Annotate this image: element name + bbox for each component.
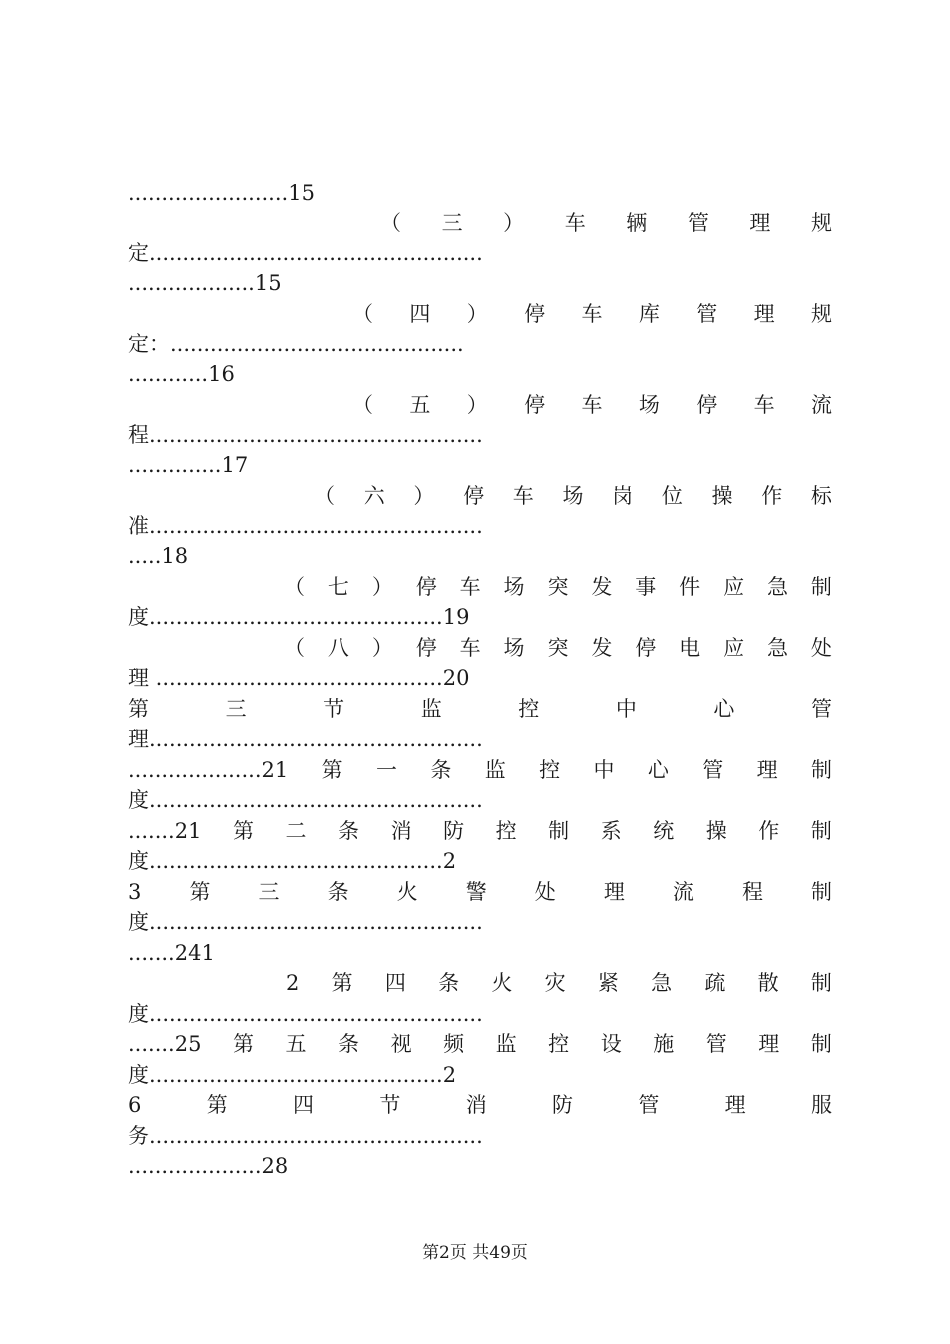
toc-line: 度.................................................. (128, 788, 483, 812)
toc-line: 准.................................................. (128, 514, 483, 538)
toc-line: 理 ...........................................20 (128, 666, 470, 690)
toc-line: 定.................................................. (128, 241, 483, 265)
toc-line: 度............................................2 (128, 1063, 457, 1087)
toc-line: ....................21 第 一 条 监 控 中 心 管 理 制 (128, 758, 832, 782)
page-footer: 第2页 共49页 (422, 1243, 528, 1263)
toc-line: ........................15 (128, 181, 315, 205)
toc-line: 程.................................................. (128, 423, 483, 447)
toc-line: 度.................................................. (128, 910, 483, 934)
toc-entry-heading: （ 六 ） 停 车 场 岗 位 操 作 标 (314, 484, 832, 508)
toc-line: .......241 (128, 941, 215, 965)
toc-section-heading: 6 第 四 节 消 防 管 理 服 (128, 1093, 832, 1117)
toc-line: 度.................................................. (128, 1002, 483, 1026)
toc-line: 务.................................................. (128, 1124, 483, 1148)
toc-line: 2 第 四 条 火 灾 紧 急 疏 散 制 (286, 971, 832, 995)
toc-line: ..............17 (128, 453, 249, 477)
toc-line: 度............................................2 (128, 849, 457, 873)
toc-line: 理.................................................. (128, 727, 483, 751)
toc-entry-heading: （ 三 ） 车 辆 管 理 规 (380, 211, 832, 235)
toc-line: .......25 第 五 条 视 频 监 控 设 施 管 理 制 (128, 1032, 832, 1056)
toc-entry-heading: （ 七 ） 停 车 场 突 发 事 件 应 急 制 (284, 575, 832, 599)
toc-line: 度............................................19 (128, 605, 470, 629)
toc-line: ............16 (128, 362, 235, 386)
toc-line: .......21 第 二 条 消 防 控 制 系 统 操 作 制 (128, 819, 832, 843)
toc-entry-heading: （ 四 ） 停 车 库 管 理 规 (352, 302, 832, 326)
toc-line: ...................15 (128, 271, 282, 295)
toc-section-heading: 第 三 节 监 控 中 心 管 (128, 697, 832, 721)
toc-entry-heading: （ 五 ） 停 车 场 停 车 流 (352, 393, 832, 417)
toc-line: 定：............................................ (128, 332, 464, 356)
toc-line: .....18 (128, 544, 189, 568)
toc-line: ....................28 (128, 1154, 289, 1178)
toc-entry-heading: （ 八 ） 停 车 场 突 发 停 电 应 急 处 (284, 636, 832, 660)
toc-line: 3 第 三 条 火 警 处 理 流 程 制 (128, 880, 832, 904)
